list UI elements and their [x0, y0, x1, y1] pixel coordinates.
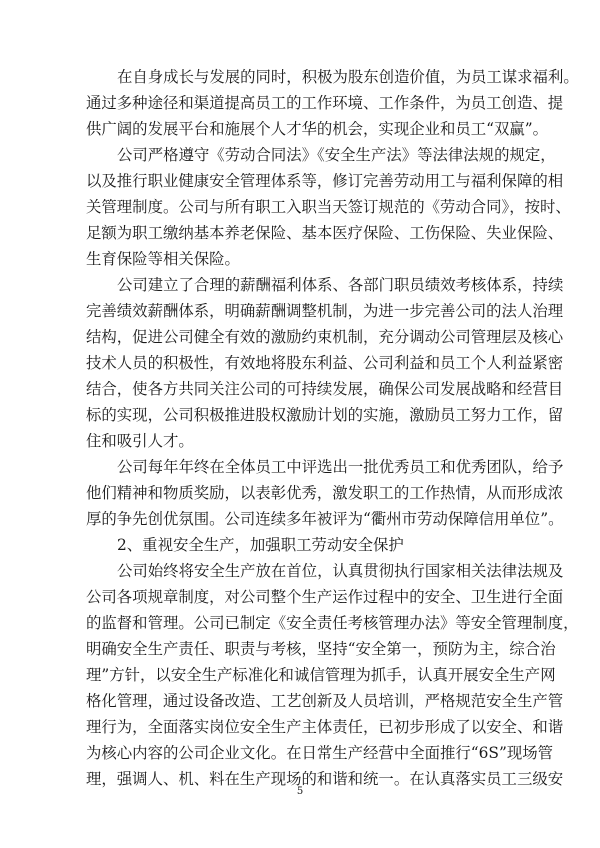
text-line: 供广阔的发展平台和施展个人才华的机会，实现企业和员工“双赢”。 [86, 120, 549, 138]
paragraph-1 [86, 64, 579, 142]
section-heading [86, 532, 518, 558]
text-line: 公司严格遵守《劳动合同法》《安全生产法》等法律法规的规定， [117, 146, 556, 164]
text-line: 完善绩效薪酬体系，明确薪酬调整机制，为进一步完善公司的法人治理 [86, 302, 564, 320]
heading-text: 2、重视安全生产，加强职工劳动安全保护 [117, 536, 404, 554]
document-body [86, 64, 579, 792]
page-number: 5 [296, 786, 304, 797]
text-line: 明确安全生产责任、职责与考核，坚持“安全第一，预防为主，综合治 [86, 640, 556, 658]
text-line: 结合，使各方共同关注公司的可持续发展，确保公司发展战略和经营目 [86, 380, 564, 398]
paragraph-2 [86, 142, 571, 272]
text-line: 厚的争先创优氛围。公司连续多年被评为“衢州市劳动保障信用单位”。 [86, 510, 564, 528]
paragraph-4 [86, 454, 564, 532]
text-line: 理，强调人、机、料在生产现场的和谐和统一。在认真落实员工三级安 [86, 770, 564, 788]
text-line: 公司建立了合理的薪酬福利体系、各部门职员绩效考核体系，持续 [117, 276, 564, 294]
text-line: 以及推行职业健康安全管理体系等，修订完善劳动用工与福利保障的相 [86, 172, 564, 190]
text-line: 理”方针，以安全生产标准化和诚信管理为抓手，认真开展安全生产网 [86, 666, 556, 684]
text-line: 公司每年年终在全体员工中评选出一批优秀员工和优秀团队，给予 [117, 458, 564, 476]
text-line: 他们精神和物质奖励，以表彰优秀，激发职工的工作热情，从而形成浓 [86, 484, 564, 502]
text-line: 公司各项规章制度，对公司整个生产运作过程中的安全、卫生进行全面 [86, 588, 564, 606]
text-line: 理行为，全面落实岗位安全生产主体责任，已初步形成了以安全、和谐 [86, 718, 564, 736]
text-line: 格化管理，通过设备改造、工艺创新及人员培训，严格规范安全生产管 [86, 692, 564, 710]
text-line: 技术人员的积极性，有效地将股东利益、公司利益和员工个人利益紧密 [86, 354, 564, 372]
paragraph-5 [86, 558, 579, 792]
text-line: 标的实现，公司积极推进股权激励计划的实施，激励员工努力工作，留 [86, 406, 564, 424]
text-line: 结构，促进公司健全有效的激励约束机制，充分调动公司管理层及核心 [86, 328, 564, 346]
text-line: 关管理制度。公司与所有职工入职当天签订规范的《劳动合同》，按时、 [86, 198, 571, 216]
text-line: 住和吸引人才。 [86, 432, 194, 450]
paragraph-3 [86, 272, 564, 454]
text-line: 的监督和管理。公司已制定《安全责任考核管理办法》等安全管理制度， [86, 614, 579, 632]
text-line: 生育保险等相关保险。 [86, 250, 240, 268]
text-line: 在自身成长与发展的同时，积极为股东创造价值，为员工谋求福利。 [117, 68, 579, 86]
text-line: 为核心内容的公司企业文化。在日常生产经营中全面推行“6S”现场管 [86, 744, 554, 762]
text-line: 足额为职工缴纳基本养老保险、基本医疗保险、工伤保险、失业保险、 [86, 224, 564, 242]
text-line: 通过多种途径和渠道提高员工的工作环境、工作条件，为员工创造、提 [86, 94, 564, 112]
text-line: 公司始终将安全生产放在首位，认真贯彻执行国家相关法律法规及 [117, 562, 564, 580]
